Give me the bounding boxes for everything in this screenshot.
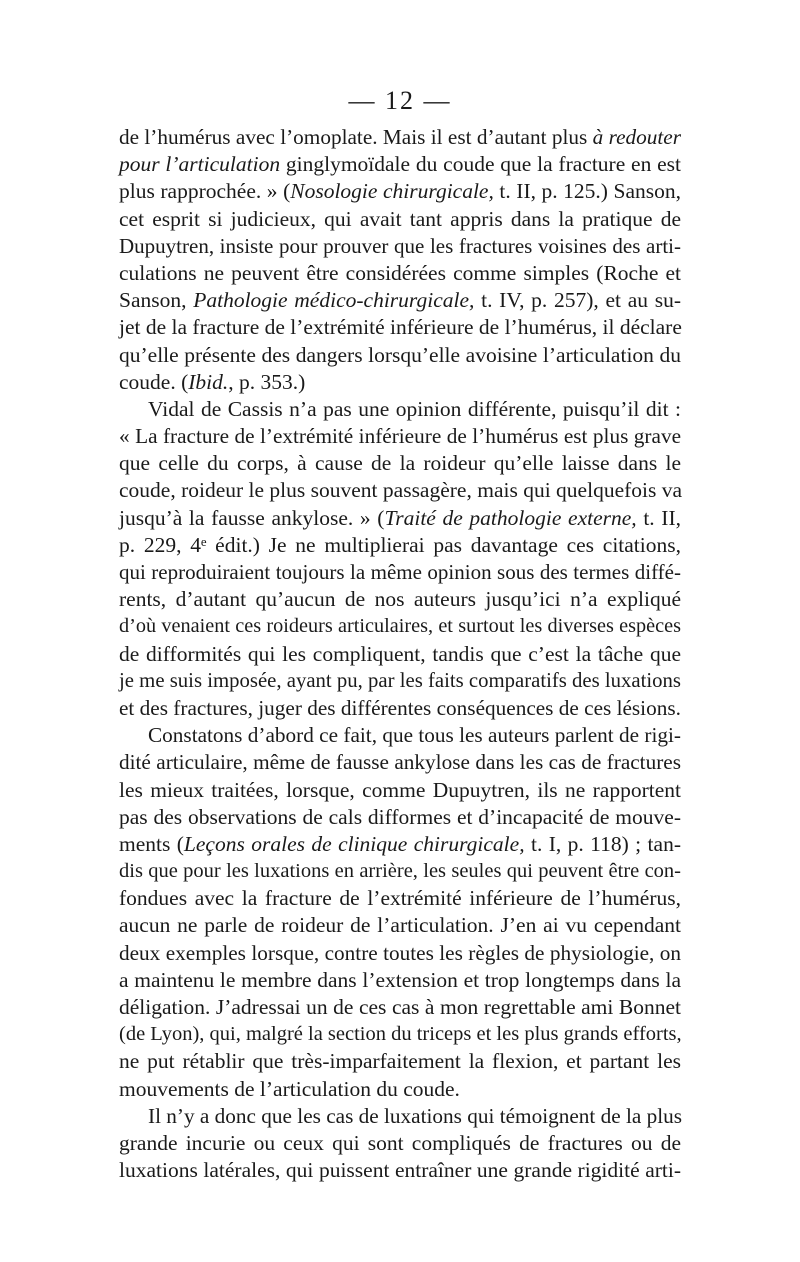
text-segment: fondues avec la fracture de l’extrémité inférieure de l’humérus, — [119, 886, 681, 911]
text-line — [119, 722, 681, 749]
text-line — [119, 178, 681, 205]
text-segment: (de Lyon), qui, malgré la section du triceps et les plus grands efforts, — [119, 1023, 682, 1046]
italic-citation: pour l’articulation — [119, 152, 281, 177]
italic-citation: Leçons orales de clinique chirurgicale, — [183, 831, 525, 856]
text-line — [119, 641, 681, 668]
text-line — [119, 586, 681, 613]
text-line — [119, 314, 681, 341]
italic-citation: Nosologie chirurgicale, — [290, 179, 494, 204]
text-segment: cet esprit si judicieux, qui avait tant appris dans la pratique de — [119, 206, 681, 231]
italic-citation: Pathologie médico-chirurgicale, — [193, 288, 475, 313]
text-line — [119, 505, 681, 532]
page-number: — 12 — — [348, 86, 452, 115]
text-segment: de l’humérus avec l’omoplate. Mais il est d’autant plus — [119, 125, 593, 149]
text-line — [119, 559, 681, 586]
text-line — [119, 1103, 681, 1130]
text-segment: dis que pour les luxations en arrière, les seules qui peuvent être con- — [119, 860, 681, 883]
text-segment: de difformités qui les compliquent, tandis que c’est la tâche que — [119, 641, 681, 666]
text-segment: mouvements de l’articulation du coude. — [119, 1076, 460, 1101]
text-segment: coude. ( — [119, 369, 189, 394]
text-segment: luxations latérales, qui puissent entraîner une grande rigidité arti- — [119, 1158, 681, 1183]
body-text — [119, 124, 681, 1184]
text-line — [119, 342, 681, 369]
text-segment: déligation. J’adressai un de ces cas à mon regrettable ami Bonnet — [119, 995, 681, 1019]
text-line — [119, 1048, 681, 1075]
text-segment: t. II, — [636, 505, 681, 530]
text-line — [119, 124, 681, 151]
text-line — [119, 396, 681, 423]
text-segment: d’où venaient ces roideurs articulaires, et surtout les diverses espèces — [119, 615, 681, 638]
text-segment: que celle du corps, à cause de la roideur qu’elle laisse dans le — [119, 451, 681, 476]
text-segment: pas des observations de cals difformes et d’incapacité de mouve- — [119, 804, 681, 829]
text-line — [119, 668, 681, 695]
text-line — [119, 1130, 681, 1157]
text-segment: a maintenu le membre dans l’extension et trop longtemps dans la — [119, 967, 681, 992]
text-line — [119, 831, 681, 858]
text-segment: Il n’y a donc que les cas de luxations qui témoignent de la plus — [148, 1103, 683, 1128]
text-line — [119, 151, 681, 178]
text-line — [119, 994, 681, 1021]
italic-citation: Ibid. — [188, 369, 229, 394]
text-line — [119, 912, 681, 939]
text-segment: ginglymoïdale du coude que la fracture en est — [280, 152, 682, 177]
text-segment: deux exemples lorsque, contre toutes les règles de physiologie, on — [119, 940, 681, 965]
text-segment: jusqu’à la fausse ankylose. » ( — [119, 505, 385, 530]
text-line — [119, 777, 681, 804]
text-line — [119, 532, 681, 559]
text-segment: je me suis imposée, ayant pu, par les faits comparatifs des luxations — [119, 669, 681, 692]
text-line — [119, 287, 681, 314]
text-segment: rents, d’autant qu’aucun de nos auteurs jusqu’ici n’a expliqué — [119, 587, 681, 612]
text-segment: les mieux traitées, lorsque, comme Dupuytren, ils ne rapportent — [119, 777, 681, 802]
text-line — [119, 206, 681, 233]
text-segment: plus rapprochée. » ( — [119, 179, 291, 204]
text-segment: p. 229, 4ᵉ édit.) Je ne multiplierai pas davantage ces citations, — [119, 532, 681, 557]
text-segment: t. II, p. 125.) Sanson, — [493, 179, 682, 204]
text-segment: « La fracture de l’extrémité inférieure de l’humérus est plus grave — [119, 424, 681, 449]
text-line — [119, 260, 681, 287]
text-segment: Constatons d’abord ce fait, que tous les auteurs parlent de rigi- — [148, 723, 681, 748]
text-segment: ne put rétablir que très-imparfaitement la flexion, et partant les — [119, 1049, 681, 1074]
text-segment: t. I, p. 118) ; tan- — [524, 831, 681, 856]
text-segment: ments ( — [119, 831, 184, 856]
text-line — [119, 423, 681, 450]
text-segment: Vidal de Cassis n’a pas une opinion différente, puisqu’il dit : — [148, 396, 681, 421]
text-segment: dité articulaire, même de fausse ankylose dans les cas de fractures — [119, 750, 681, 775]
italic-citation: à redouter — [592, 125, 681, 149]
text-segment: aucun ne parle de roideur de l’articulation. J’en ai vu cependant — [119, 913, 681, 938]
text-line — [119, 749, 681, 776]
text-line — [119, 967, 681, 994]
text-line — [119, 858, 681, 885]
text-line — [119, 477, 681, 504]
text-segment: et des fractures, juger des différentes conséquences de ces lésions. — [119, 695, 681, 720]
text-segment: jet de la fracture de l’extrémité inférieure de l’humérus, il déclare — [119, 315, 682, 340]
text-line — [119, 804, 681, 831]
text-line — [119, 233, 681, 260]
text-segment: grande incurie ou ceux qui sont compliqués de fractures ou de — [119, 1130, 681, 1155]
text-line — [119, 940, 681, 967]
text-line — [119, 695, 681, 722]
text-segment: culations ne peuvent être considérées comme simples (Roche et — [119, 260, 681, 285]
italic-citation: Traité de pathologie externe, — [384, 505, 637, 530]
text-line — [119, 369, 681, 396]
text-segment: t. IV, p. 257), et au su- — [474, 288, 682, 313]
text-segment: Dupuytren, insiste pour prouver que les fractures voisines des arti- — [119, 233, 681, 258]
text-line — [119, 1021, 681, 1048]
text-segment: qu’elle présente des dangers lorsqu’elle avoisine l’articulation du — [119, 342, 681, 367]
text-segment: , p. 353.) — [228, 369, 306, 394]
text-segment: qui reproduiraient toujours la même opinion sous des termes diffé- — [119, 560, 681, 584]
text-line — [119, 1076, 681, 1103]
text-line — [119, 885, 681, 912]
text-segment: Sanson, — [119, 288, 194, 313]
text-line — [119, 1157, 681, 1184]
text-line — [119, 450, 681, 477]
text-segment: coude, roideur le plus souvent passagère, mais qui quelquefois va — [119, 478, 683, 503]
text-line — [119, 613, 681, 640]
